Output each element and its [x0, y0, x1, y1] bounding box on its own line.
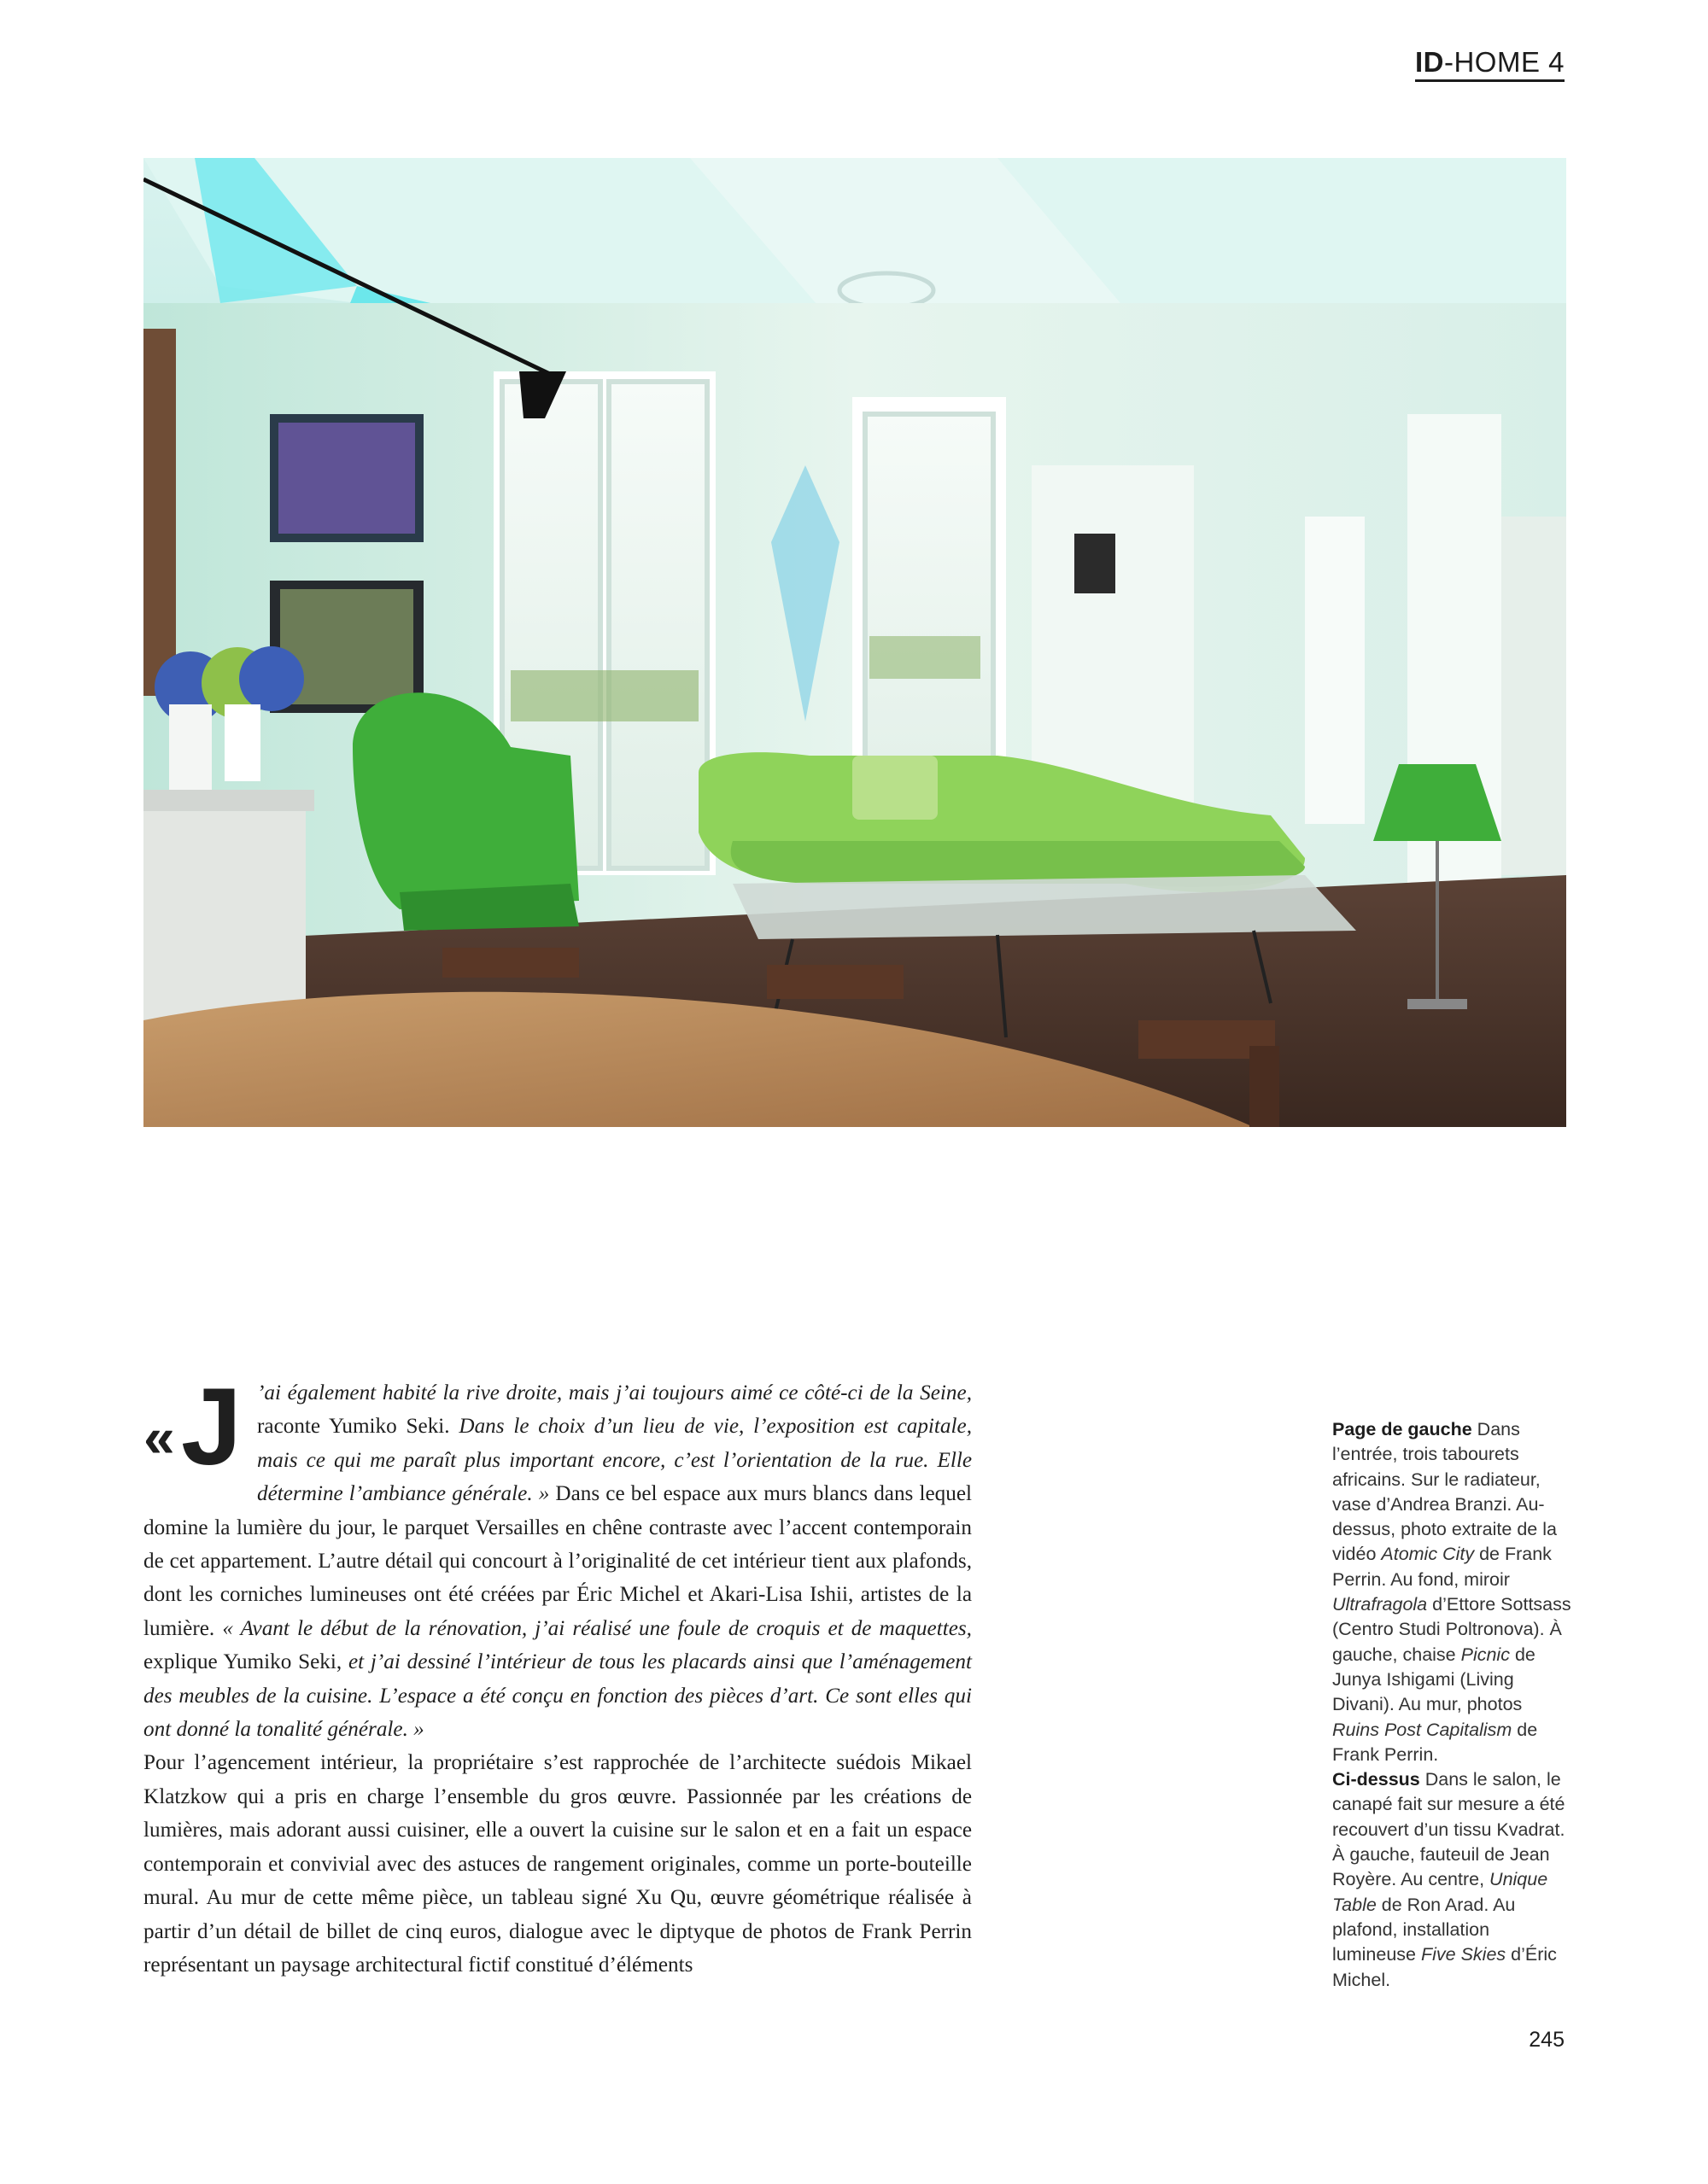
text-segment: Dans ce bel espace aux murs blancs dans lequel domine la lumière du jour, le parquet Versailles en chêne contraste avec l’accent contemporain de cet appartement. L’autre détail qui concourt à l’originalité de cet intérieur tient aux plafonds, dont les corniches lumineuses ont été créées par Éric Michel et Akari-Lisa Ishii, artistes de la lumière. [143, 1482, 973, 1640]
article-paragraph-2: Pour l’agencement intérieur, la propriétaire s’est rapprochée de l’architecte suédois Mikael Klatzkow qui a pris en charge l’ensemble du gros œuvre. Passionnée par les créations de lumières, mais adorant aussi cuisiner, elle a ouvert la cuisine sur le salon et en a fait un espace contemporain et convivial avec des astuces de rangement originales, comme un porte-bouteille mural. Au mur de cette même pièce, un tableau signé Xu Qu, œuvre géométrique réalisée à partir d’un détail de billet de cinq euros, dialogue avec le diptyque de photos de Frank Perrin représentant un paysage architectural fictif constitué d’éléments [143, 1751, 972, 1977]
running-head [1415, 48, 1565, 82]
caption-text: Dans l’entrée, trois tabourets africains. Sur le radiateur, vase d’Andrea Branzi. Au-dessus, photo extraite de la vidéo [1332, 1419, 1557, 1565]
quote-segment: et j’ai dessiné l’intérieur de tous les placards ainsi que l’aménagement des meubles de la cuisine. L’espace a été conçu en fonction des pièces d’art. Ce sont elles qui ont donné la tonalité générale. » [143, 1650, 972, 1742]
caption-title: Five Skies [1420, 1944, 1506, 1965]
caption-text: de Frank Perrin. [1332, 1719, 1538, 1765]
quote-segment: Dans le choix d’un lieu de vie, l’exposition est capitale, mais ce qui me paraît plus important encore, c’est l’orientation de la rue. Elle détermine l’ambiance générale. » [257, 1415, 972, 1506]
magazine-name-id: ID [1414, 46, 1444, 78]
page-number: 245 [1529, 2028, 1565, 2052]
article-body [143, 1366, 973, 1982]
text-segment: raconte Yumiko Seki. [257, 1415, 459, 1439]
caption-text: de Ron Arad. Au plafond, installation lumineuse [1332, 1894, 1516, 1965]
caption-text: d’Éric Michel. [1332, 1944, 1557, 1990]
drop-cap [143, 1366, 250, 1488]
text-segment: explique Yumiko Seki, [143, 1650, 348, 1674]
quote-segment: « Avant le début de la rénovation, j’ai réalisé une foule de croquis et de maquettes, [222, 1616, 972, 1640]
caption-title: Atomic City [1381, 1544, 1475, 1565]
photo-caption [1332, 1417, 1571, 1993]
drop-cap-letter: J [181, 1366, 243, 1488]
caption-above [1332, 1767, 1571, 1993]
caption-text: Dans le salon, le canapé fait sur mesure a été recouvert d’un tissu Kvadrat. À gauche, fauteuil de Jean Royère. Au centre, [1332, 1769, 1565, 1890]
caption-text: de Junya Ishigami (Living Divani). Au mur, photos [1332, 1644, 1535, 1715]
caption-title: Ruins Post Capitalism [1332, 1719, 1512, 1740]
caption-title: Picnic [1460, 1644, 1510, 1665]
drop-cap-quote: « [143, 1405, 175, 1469]
living-room-photo [143, 158, 1566, 1127]
magazine-section: -HOME 4 [1443, 46, 1565, 78]
quote-segment: ’ai également habité la rive droite, mais j’ai toujours aimé ce côté-ci de la Seine, [257, 1381, 972, 1404]
caption-text: d’Ettore Sottsass (Centro Studi Poltronova). À gauche, chaise [1332, 1594, 1571, 1665]
article-paragraph-1 [143, 1376, 972, 1746]
caption-label-above: Ci-dessus [1332, 1769, 1420, 1790]
caption-title: Ultrafragola [1332, 1594, 1428, 1615]
caption-left-page [1332, 1417, 1571, 1767]
caption-label-left-page: Page de gauche [1332, 1419, 1472, 1439]
caption-text: de Frank Perrin. Au fond, miroir [1332, 1544, 1552, 1590]
photo-illustration [143, 158, 1566, 1127]
caption-title: Unique Table [1332, 1869, 1548, 1915]
